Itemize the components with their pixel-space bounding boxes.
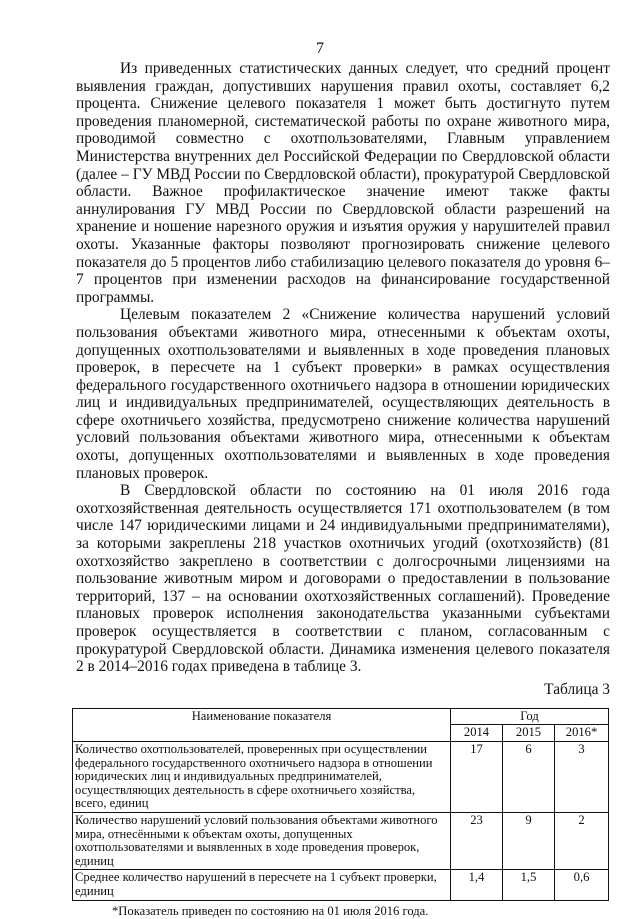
header-year-2014: 2014	[451, 725, 503, 742]
row-value: 0,6	[555, 870, 609, 900]
row-value: 3	[555, 741, 609, 812]
header-indicator-name: Наименование показателя	[73, 708, 451, 741]
header-year-2016: 2016*	[555, 725, 609, 742]
document-body	[76, 60, 610, 919]
table-footnote: *Показатель приведен по состоянию на 01 июля 2016 года.	[112, 903, 429, 918]
header-year-2015: 2015	[503, 725, 555, 742]
paragraph-3: В Свердловской области по состоянию на 01 июля 2016 года охотхозяйственная деятельность осуществляется 171 охотпользователем (в том числе 147 юридическими лицами и 24 индивидуальными предпринимателями), за которыми закреплены 218 участков охотничьих угодий (охотхозяйств) (81 охотхозяйство закреплено в соответствии с долгосрочными лицензиями на пользование животным миром и договорами о предоставлении в пользование территорий, 137 – на основании охотхозяйственных соглашений). Проведение плановых проверок исполнения законодательства указанными субъектами проверок осуществляется в соответствии с планом, согласованным с прокуратурой Свердловской области. Динамика изменения целевого показателя 2 в 2014–2016 годах приведена в таблице 3.	[76, 482, 610, 676]
table-header-row	[73, 708, 609, 725]
paragraph-2: Целевым показателем 2 «Снижение количества нарушений условий пользования объектами животного мира, отнесенными к объектам охоты, допущенных охотпользователями и выявленных в ходе проведения плановых проверок, в пересчете на 1 субъект проверки» в рамках осуществления федерального государственного охотничьего надзора в отношении юридических лиц и индивидуальных предпринимателей, осуществляющих деятельность в сфере охотничьего хозяйства, предусмотрено снижение количества нарушений условий пользования объектами животного мира, отнесенными к объектам охоты, допущенных охотпользователями и выявленных в ходе проведения плановых проверок.	[76, 306, 610, 482]
row-indicator-name: Количество охотпользователей, проверенных при осуществлении федерального государственного охотничьего надзора в отношении юридических лиц и индивидуальных предпринимателей, осуществляющих деятельность в сфере охотничьего хозяйства, всего, единиц	[73, 741, 451, 812]
header-year: Год	[451, 708, 609, 725]
table-row	[73, 812, 609, 869]
row-value: 9	[503, 812, 555, 869]
table-row	[73, 870, 609, 900]
row-value: 2	[555, 812, 609, 869]
page-number: 7	[316, 40, 324, 57]
row-value: 1,5	[503, 870, 555, 900]
row-value: 6	[503, 741, 555, 812]
table-row	[73, 741, 609, 812]
table-caption: Таблица 3	[544, 680, 610, 698]
paragraph-1: Из приведенных статистических данных следует, что средний процент выявления граждан, допустивших нарушения правил охоты, составляет 6,2 процента. Снижение целевого показателя 1 может быть достигнуто путем проведения планомерной, систематической работы по охране животного мира, проводимой совместно с охотпользователями, Главным управлением Министерства внутренних дел Российской Федерации по Свердловской области (далее – ГУ МВД России по Свердловской области), прокуратурой Свердловской области. Важное профилактическое значение имеют также факты аннулирования ГУ МВД России по Свердловской области разрешений на хранение и ношение нарезного оружия и изъятия оружия у нарушителей правил охоты. Указанные факторы позволяют прогнозировать снижение целевого показателя до 5 процентов либо стабилизацию целевого показателя до уровня 6–7 процентов при изменении расходов на финансирование государственной программы.	[76, 60, 610, 306]
indicator-table	[72, 708, 609, 901]
row-value: 1,4	[451, 870, 503, 900]
row-indicator-name: Среднее количество нарушений в пересчете на 1 субъект проверки, единиц	[73, 870, 451, 900]
row-value: 23	[451, 812, 503, 869]
row-value: 17	[451, 741, 503, 812]
row-indicator-name: Количество нарушений условий пользования объектами животного мира, отнесёнными к объектам охоты, допущенных охотпользователями и выявленных в ходе проведения проверок, единиц	[73, 812, 451, 869]
